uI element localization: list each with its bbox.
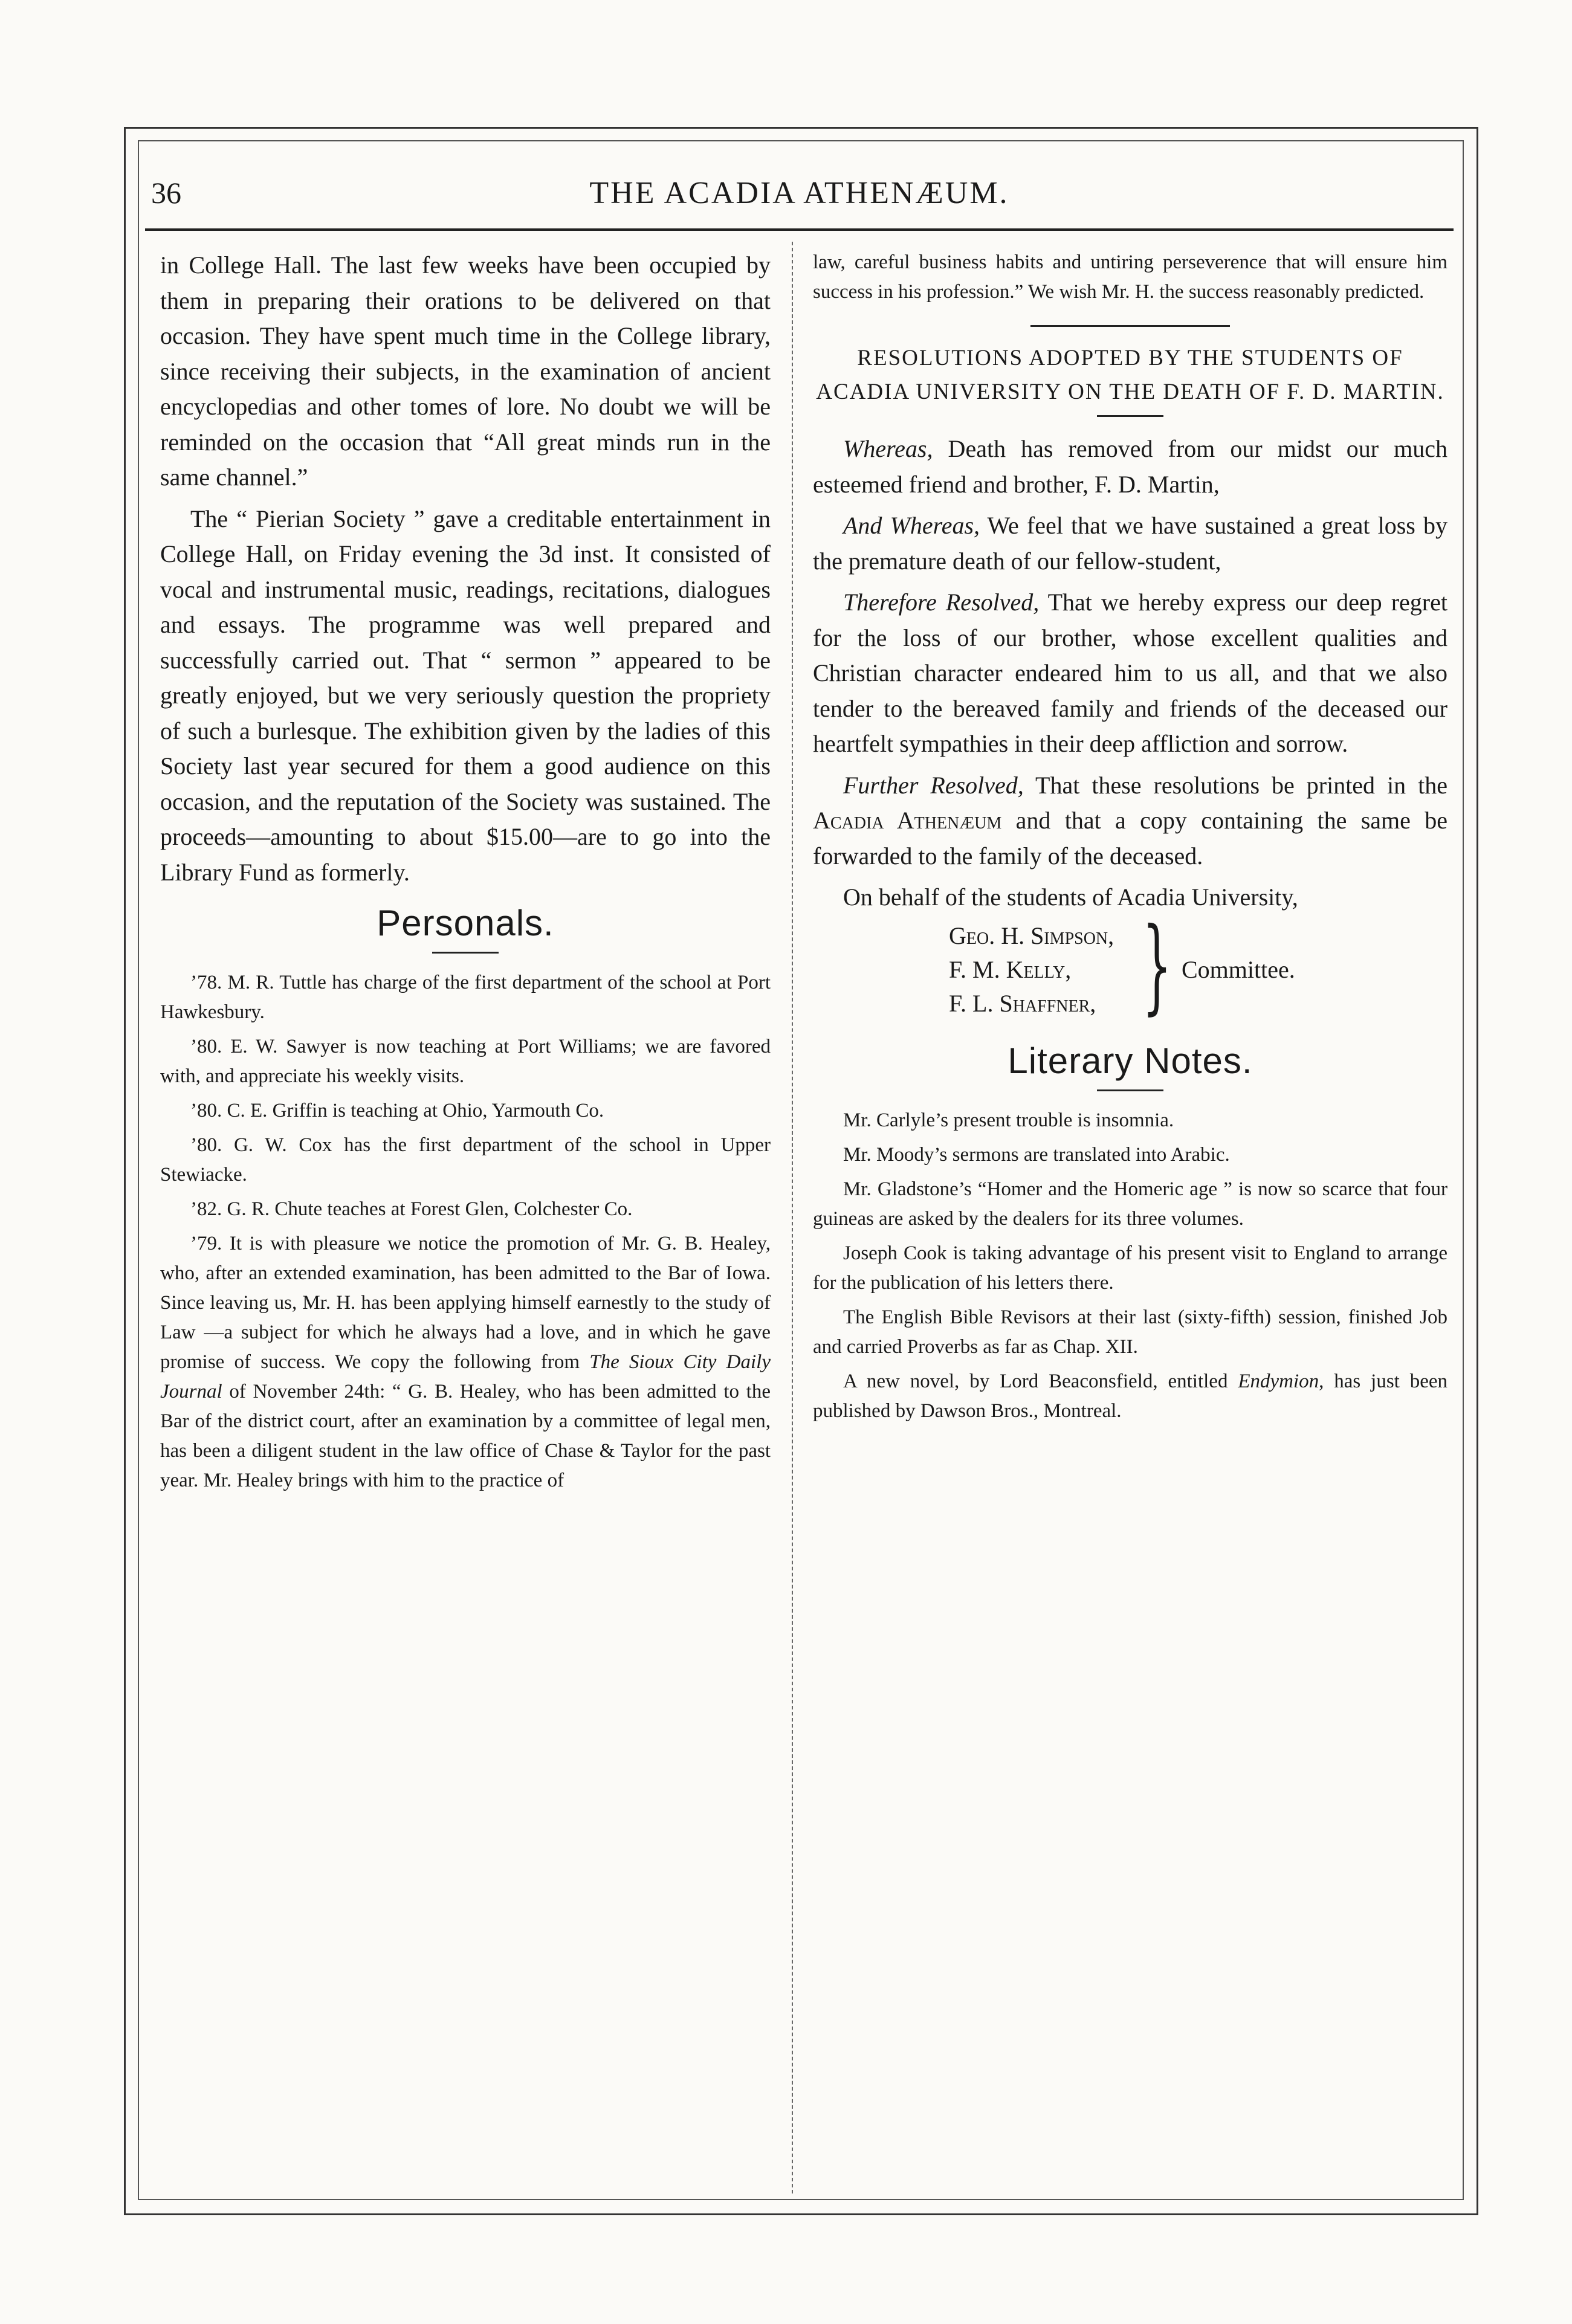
signatory-names: [949, 919, 1114, 1021]
college-hall-paragraph: in College Hall. The last few weeks have been occupied by them in preparing their orations to be delivered on that occasion. They have spent much time in the College library, since receiving their subjects, in the examination of ancient encyclopedias and other tomes of lore. No doubt we will be reminded on the occasion that “All great minds run in the same channel.”: [160, 251, 771, 491]
personals-rule: [432, 952, 499, 954]
literary-notes-rule: [1097, 1089, 1163, 1091]
further-resolved-paragraph: Further Resolved, That these resolutions be printed in the Acadia Athenæum and that a copy containing the same be forwarded to the family of the deceased.: [813, 771, 1447, 870]
resolutions-heading: RESOLUTIONS ADOPTED BY THE STUDENTS OF ACADIA UNIVERSITY ON THE DEATH OF F. D. MARTIN.: [816, 346, 1444, 404]
committee-label: Committee.: [1182, 955, 1295, 983]
signatory: Geo. H. Simpson,: [949, 922, 1114, 949]
personal-item: ’80. G. W. Cox has the first department of the school in Upper Stewiacke.: [160, 1134, 771, 1186]
literary-note: Mr. Gladstone’s “Homer and the Homeric age ” is now so scarce that four guineas are asked by the dealers for its three volumes.: [813, 1178, 1447, 1230]
personal-item: ’80. C. E. Griffin is teaching at Ohio, Yarmouth Co.: [190, 1100, 604, 1122]
committee-signatures: [813, 905, 1447, 1028]
page-number: 36: [151, 176, 181, 210]
literary-note: Mr. Carlyle’s present trouble is insomnia.: [843, 1109, 1174, 1131]
section-rule: [1030, 325, 1230, 327]
signatory: F. L. Shaffner,: [949, 989, 1096, 1017]
running-header: [145, 163, 1454, 230]
literary-note-novel: A new novel, by Lord Beaconsfield, entitled Endymion, has just been published by Dawson Bros., Montreal.: [813, 1370, 1448, 1422]
personals-heading: Personals.: [377, 903, 554, 943]
literary-notes-heading: Literary Notes.: [1008, 1040, 1253, 1081]
pierian-society-paragraph: The “ Pierian Society ” gave a creditable entertainment in College Hall, on Friday evening the 3d inst. It consisted of vocal and instrumental music, readings, recitations, dialogues and essays. The programme was well prepared and successfully carried out. That “ sermon ” appeared to be greatly enjoyed, but we very seriously question the propriety of such a burlesque. The exhibition given by the ladies of this Society last year secured for them a good audience on this occasion, and the reputation of the Society was sustained. The proceeds—amounting to about $15.00—are to go into the Library Fund as formerly.: [160, 505, 771, 886]
header-rule: [145, 228, 1454, 231]
resolutions-rule: [1097, 415, 1163, 417]
running-title: THE ACADIA ATHENÆUM.: [589, 176, 1009, 210]
newspaper-title: The Sioux City Daily Journal: [160, 1351, 771, 1402]
personal-item: ’82. G. R. Chute teaches at Forest Glen, Colchester Co.: [190, 1198, 633, 1220]
novel-title: Endymion: [1238, 1370, 1319, 1392]
column-divider: [792, 242, 793, 2193]
and-whereas-paragraph: And Whereas, We feel that we have sustained a great loss by the premature death of our fellow-student,: [813, 512, 1447, 575]
right-column: [813, 248, 1447, 1431]
on-behalf-paragraph: On behalf of the students of Acadia University,: [843, 883, 1298, 911]
literary-note: Mr. Moody’s sermons are translated into Arabic.: [843, 1143, 1230, 1166]
healey-continuation: law, careful business habits and untiring perseverence that will ensure him success in his profession.” We wish Mr. H. the success reasonably predicted.: [813, 251, 1447, 303]
personal-item: ’80. E. W. Sawyer is now teaching at Port Williams; we are favored with, and appreciate his weekly visits.: [160, 1036, 771, 1087]
healey-personal: ’79. It is with pleasure we notice the promotion of Mr. G. B. Healey, who, after an extended examination, has been admitted to the Bar of Iowa. Since leaving us, Mr. H. has been applying himself earnestly to the study of Law —a subject for which he always had a love, and in which he gave promise of success. We copy the following from The Sioux City Daily Journal of November 24th: “ G. B. Healey, who has been admitted to the Bar of the district court, after an examination by a committee of legal men, has been a diligent student in the law office of Chase & Taylor for the past year. Mr. Healey brings with him to the practice of: [160, 1233, 771, 1491]
brace-icon: }: [1142, 905, 1172, 1025]
literary-note: The English Bible Revisors at their last (sixty-fifth) session, finished Job and carried Proverbs as far as Chap. XII.: [813, 1306, 1447, 1358]
left-column: [160, 248, 771, 1500]
personal-item: ’78. M. R. Tuttle has charge of the first department of the school at Port Hawkesbury.: [160, 972, 771, 1023]
whereas-paragraph: Whereas, Death has removed from our midst our much esteemed friend and brother, F. D. Martin,: [813, 435, 1447, 498]
therefore-resolved-paragraph: Therefore Resolved, That we hereby express our deep regret for the loss of our brother, whose excellent qualities and Christian character endeared him to us all, and that we also tender to the bereaved family and friends of the deceased our heartfelt sympathies in their deep affliction and sorrow.: [813, 589, 1447, 757]
literary-note: Joseph Cook is taking advantage of his present visit to England to arrange for the publication of his letters there.: [813, 1242, 1447, 1294]
signatory: F. M. Kelly,: [949, 955, 1072, 983]
